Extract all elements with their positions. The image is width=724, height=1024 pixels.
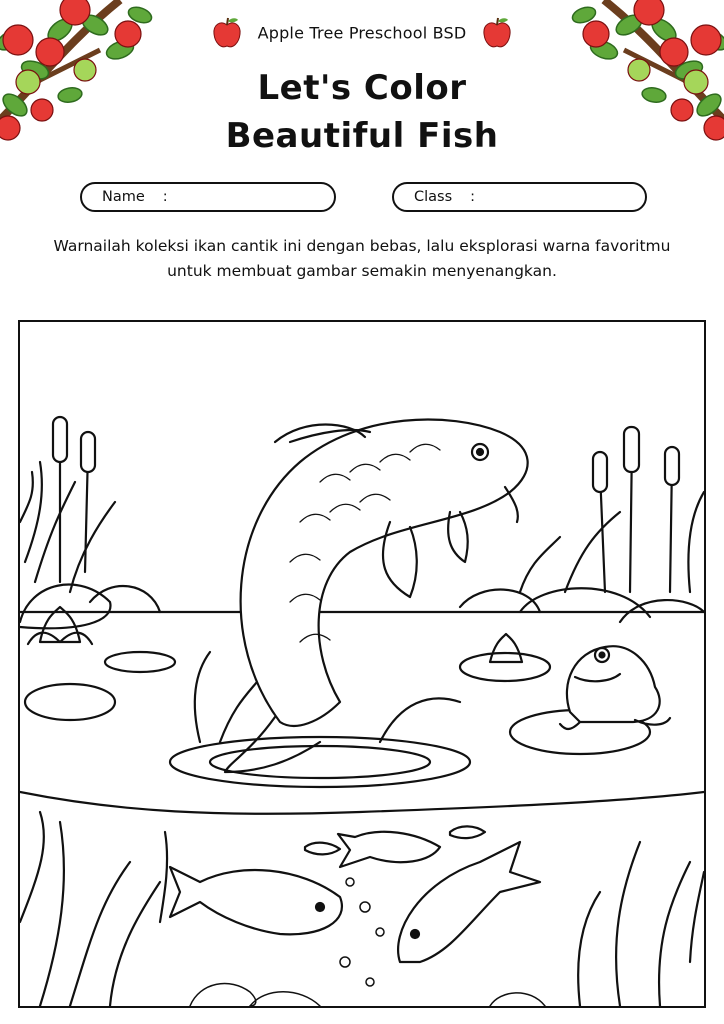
instruction-text: Warnailah koleksi ikan cantik ini dengan bebas, lalu eksplorasi warna favoritmu untuk membuat gambar semakin menyenangkan. [53, 237, 671, 280]
page-title [0, 64, 724, 160]
frog-icon [560, 646, 670, 729]
name-colon: : [162, 189, 168, 205]
school-header [0, 16, 724, 50]
fish-pond-illustration [20, 322, 704, 1006]
name-label: Name [102, 189, 145, 205]
apple-icon [212, 16, 242, 50]
class-colon: : [470, 189, 476, 205]
underwater-koi-fish-icon [170, 826, 540, 962]
school-name: Apple Tree Preschool BSD [257, 23, 467, 43]
class-label: Class [414, 189, 453, 205]
title-line-2: Beautiful Fish [225, 116, 499, 156]
class-field[interactable] [392, 182, 647, 212]
cattails-left-icon [20, 417, 115, 592]
jumping-koi-fish-icon [225, 420, 528, 772]
rocks-icon [20, 585, 704, 629]
cattails-right-icon [520, 427, 704, 592]
name-field[interactable] [80, 182, 336, 212]
title-line-1: Let's Color [257, 68, 467, 108]
water-surface-line [20, 792, 704, 814]
apple-icon [482, 16, 512, 50]
coloring-picture-frame[interactable] [18, 320, 706, 1008]
